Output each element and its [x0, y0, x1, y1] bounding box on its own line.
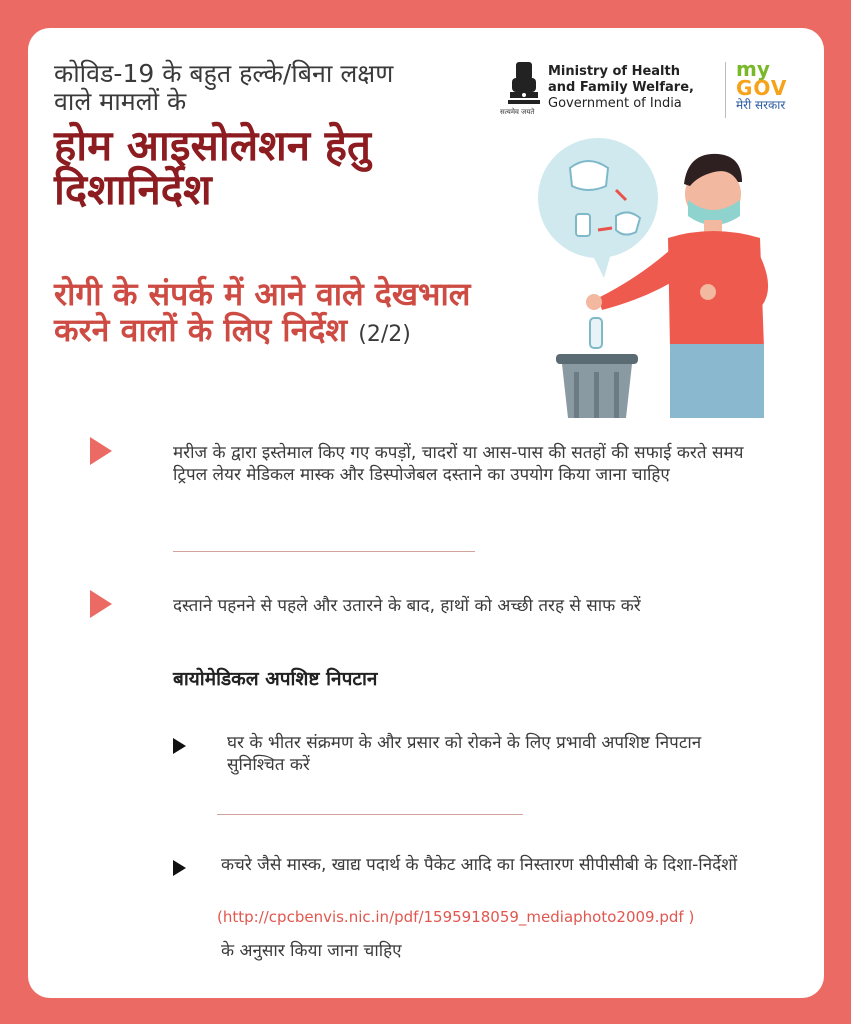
instruction-item-1: मरीज के द्वारा इस्तेमाल किए गए कपड़ों, चादरों या आस-पास की सतहों की सफाई करते समय ट्रिपल लेयर मेडिकल मास्क और डिस्पोजेबल दस्ताने का उपयोग किया जाना चाहिए — [173, 443, 744, 485]
cpcb-guidelines-link[interactable]: (http://cpcbenvis.nic.in/pdf/1595918059_mediaphoto2009.pdf ) — [217, 908, 695, 926]
section-title — [54, 276, 474, 353]
ministry-logo — [500, 58, 730, 122]
poster-subtitle: कोविड-19 के बहुत हल्के/बिना लक्षण वाले मामलों के — [54, 59, 394, 116]
separator-line — [217, 814, 523, 815]
emblem-caption: सत्यमेव जयते — [500, 108, 535, 116]
ministry-text — [548, 64, 694, 112]
bullet-triangle-icon — [90, 590, 112, 618]
separator-line — [173, 551, 475, 552]
mygov-logo — [736, 57, 806, 120]
bullet-small-icon — [173, 738, 186, 754]
mygov-my: my — [736, 57, 770, 81]
bullet-triangle-icon — [90, 437, 112, 465]
national-emblem-icon — [500, 58, 544, 122]
mygov-gov: GOV — [736, 76, 788, 100]
bullet-small-icon — [173, 860, 186, 876]
section-title-text: रोगी के संपर्क में आने वाले देखभाल करने वालों के लिए निर्देश — [54, 275, 471, 349]
biomedical-item-1: घर के भीतर संक्रमण के और प्रसार को रोकने के लिए प्रभावी अपशिष्ट निपटान सुनिश्चित करें — [227, 733, 702, 775]
biomedical-item-2: कचरे जैसे मास्क, खाद्य पदार्थ के पैकेट आदि का निस्तारण सीपीसीबी के दिशा-निर्देशों — [221, 855, 738, 875]
logo-divider — [725, 62, 726, 118]
poster-title: होम आइसोलेशन हेतु दिशानिर्देश — [54, 121, 371, 214]
biomedical-heading: बायोमेडिकल अपशिष्ट निपटान — [173, 668, 378, 690]
mygov-tagline: मेरी सरकार — [736, 98, 786, 112]
section-part: (2/2) — [358, 322, 411, 347]
caregiver-disposing-mask-illustration — [528, 138, 778, 418]
instruction-item-2: दस्ताने पहनने से पहले और उतारने के बाद, हाथों को अच्छी तरह से साफ करें — [173, 596, 641, 616]
poster-card — [28, 28, 824, 998]
ministry-line2: and Family Welfare, — [548, 80, 694, 95]
biomedical-item-2-tail: के अनुसार किया जाना चाहिए — [221, 941, 402, 961]
ministry-line1: Ministry of Health — [548, 64, 680, 79]
ministry-line3: Government of India — [548, 96, 682, 111]
